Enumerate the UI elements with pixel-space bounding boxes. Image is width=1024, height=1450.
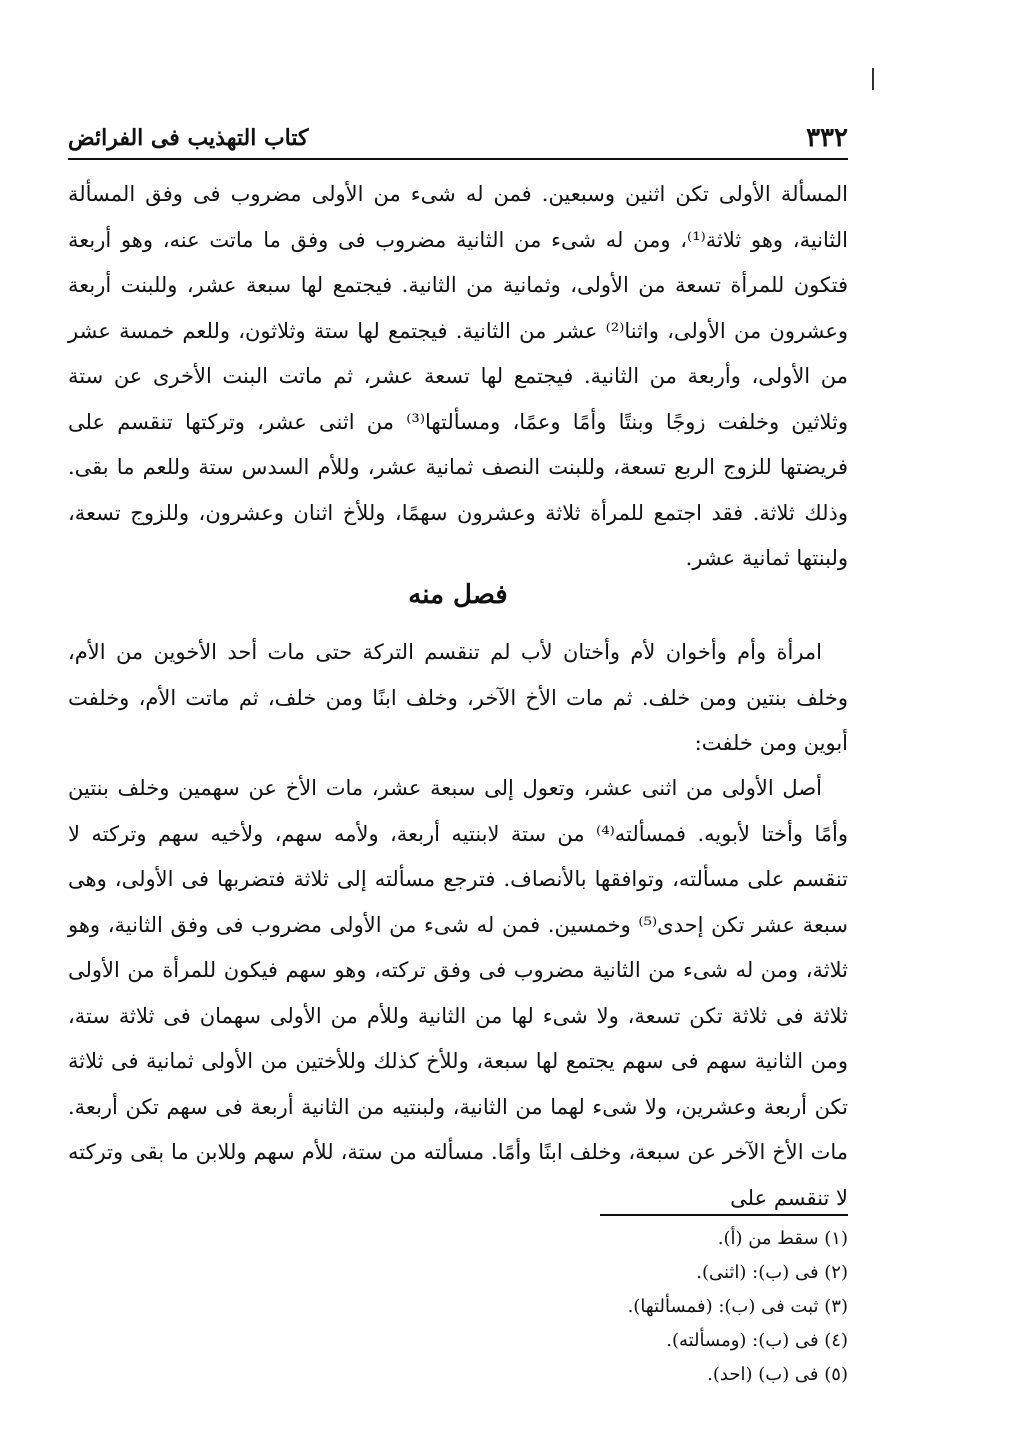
page-number: ٣٣٢ xyxy=(806,123,848,153)
footnote-item: (١) سقط من (أ). xyxy=(717,1228,848,1249)
section-heading: فصل منه xyxy=(408,580,508,610)
body-paragraph-1 xyxy=(68,172,848,582)
footnote-item: (٤) فى (ب): (ومسألته). xyxy=(666,1330,848,1351)
footnote-item: (٢) فى (ب): (اثنى). xyxy=(696,1262,848,1283)
margin-mark xyxy=(872,68,874,90)
body-paragraph-3: أصل الأولى من اثنى عشر، وتعول إلى سبعة عشر، مات الأخ عن سهمين وخلف بنتين وأمًا وأختا لأبويه. فمسألته⁽⁴⁾ من ستة لابنتيه أربعة، ولأمه سهم، ولأخيه سهم وتركته لا تنقسم على مسألته، وتوافقها بالأنصاف. فترجع مسألته إلى ثلاثة فتضربها فى الأولى، وهى سبعة عشر تكن إحدى⁽⁵⁾ وخمسين. فمن له شىء من الأولى مضروب فى وفق الثانية، وهو ثلاثة، ومن له شىء من الثانية مضروب فى وفق تركته، وهو سهم فيكون للمرأة من الأولى ثلاثة فى ثلاثة تكن تسعة، ولا شىء لها من الثانية وللأم من الأولى سهمان فى ثلاثة ستة، ومن الثانية سهم فى سهم يجتمع لها سبعة، وللأخ كذلك وللأختين من الأولى ثمانية فى ثلاثة تكن أربعة وعشرين، ولا شىء لهما من الثانية، ولبنتيه من الثانية أربعة فى سهم تكن أربعة. مات الأخ الآخر عن سبعة، وخلف ابنًا وأمًا. مسألته من ستة، للأم سهم وللابن ما بقى وتركته لا تنقسم على xyxy=(68,776,848,1210)
footnotes-list xyxy=(68,1222,848,1392)
paragraph-text: المسألة الأولى تكن اثنين وسبعين. فمن له شىء من الأولى مضروب فى وفق المسألة الثانية، وهو ثلاثة⁽¹⁾، ومن له شىء من الثانية مضروب فى وفق ما ماتت عنه، وهو أربعة فتكون للمرأة تسعة من الأولى، وثمانية من الثانية. فيجتمع لها سبعة عشر، وللبنت أربعة وعشرون من الأولى، واثنا⁽²⁾ عشر من الثانية. فيجتمع لها ستة وثلاثون، وللعم خمسة عشر من الأولى، وأربعة من الثانية. فيجتمع لها تسعة عشر، ثم ماتت البنت الأخرى عن ستة وثلاثين وخلفت زوجًا وبنتًا وأمًا وعمًا، ومسألتها⁽³⁾ من اثنى عشر، وتركتها تنقسم على فريضتها للزوج الربع تسعة، وللبنت النصف ثمانية عشر، وللأم السدس ستة وللعم ما بقى. وذلك ثلاثة. فقد اجتمع للمرأة ثلاثة وعشرون سهمًا، وللأخ اثنان وعشرون، وللزوج تسعة، ولبنتها ثمانية عشر. xyxy=(68,182,848,570)
header-divider xyxy=(68,158,848,160)
document-page xyxy=(68,0,848,1450)
footnote-item: (٣) ثبت فى (ب): (فمسألتها). xyxy=(627,1296,848,1317)
footnote-divider xyxy=(600,1214,848,1216)
page-header xyxy=(68,118,848,158)
footnote-item: (٥) فى (ب) (احد). xyxy=(707,1364,848,1385)
body-paragraph-2: امرأة وأم وأخوان لأم وأختان لأب لم تنقسم التركة حتى مات أحد الأخوين من الأم، وخلف بنتين ومن خلف. ثم مات الأخ الآخر، وخلف ابنًا ومن خلف، ثم ماتت الأم، وخلفت أبوين ومن خلفت: xyxy=(68,640,848,755)
book-title: كتاب التهذيب فى الفرائض xyxy=(68,125,309,151)
